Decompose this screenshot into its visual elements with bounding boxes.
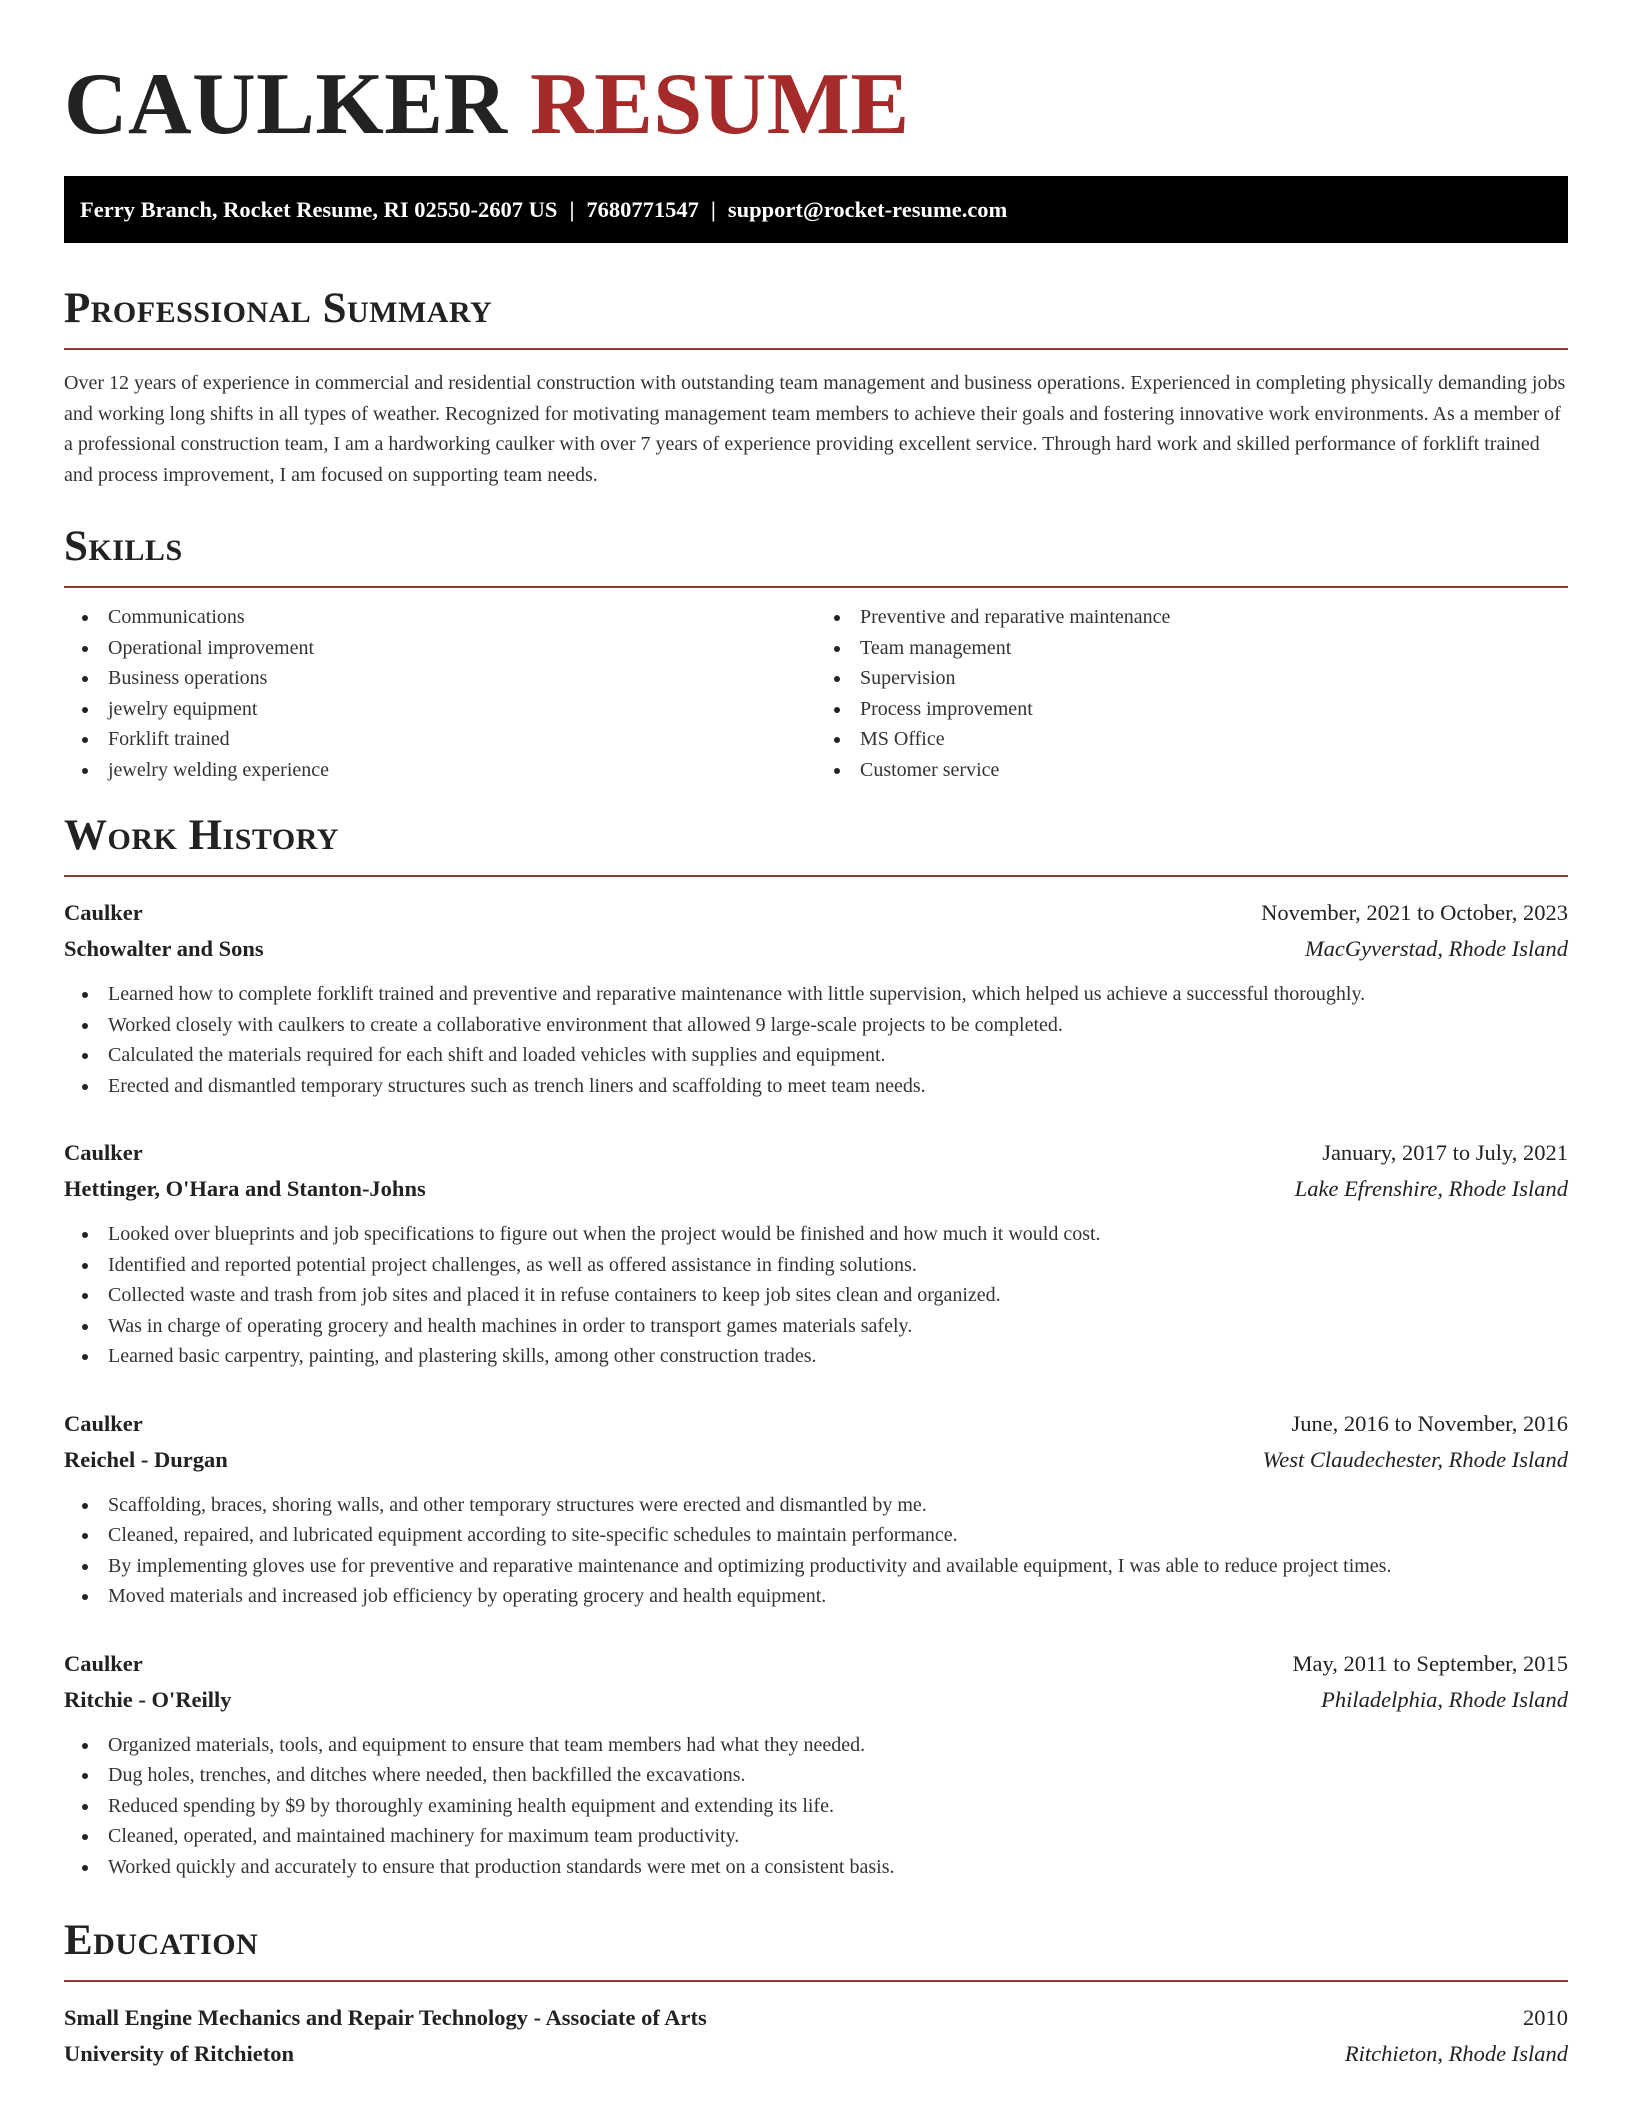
section-title-work-history: Work History bbox=[64, 812, 339, 859]
job-role: Caulker bbox=[64, 1650, 143, 1676]
contact-bar bbox=[64, 176, 1568, 243]
job-dates: November, 2021 to October, 2023 bbox=[1261, 900, 1568, 925]
job-role: Caulker bbox=[64, 1410, 143, 1436]
job-company: Ritchie - O'Reilly bbox=[64, 1686, 232, 1712]
job-bullet: Worked quickly and accurately to ensure that production standards were met on a consistent basis. bbox=[64, 1852, 1568, 1883]
job-bullet: Identified and reported potential project challenges, as well as offered assistance in finding solutions. bbox=[64, 1250, 1568, 1281]
name-first: CAULKER bbox=[64, 56, 508, 153]
job-company-row bbox=[64, 1442, 1568, 1478]
job-bullets bbox=[64, 979, 1568, 1101]
job-bullet: Worked closely with caulkers to create a collaborative environment that allowed 9 large-scale projects to be completed. bbox=[64, 1010, 1568, 1041]
job-bullet: Reduced spending by $9 by thoroughly examining health equipment and extending its life. bbox=[64, 1791, 1568, 1822]
job-header-row bbox=[64, 1406, 1568, 1442]
job-header-row bbox=[64, 895, 1568, 931]
skill-item: jewelry welding experience bbox=[64, 755, 816, 786]
job-entry bbox=[64, 1646, 1568, 1883]
contact-separator: | bbox=[710, 197, 716, 222]
job-dates: May, 2011 to September, 2015 bbox=[1292, 1650, 1568, 1676]
job-bullet: Moved materials and increased job efficiency by operating grocery and health equipment. bbox=[64, 1581, 1568, 1612]
job-header-row bbox=[64, 1646, 1568, 1682]
education-year: 2010 bbox=[1523, 2005, 1568, 2030]
job-bullet: Erected and dismantled temporary structures such as trench liners and scaffolding to meet team needs. bbox=[64, 1071, 1568, 1102]
section-title-summary: Professional Summary bbox=[64, 285, 493, 332]
name-second: RESUME bbox=[530, 56, 910, 153]
skill-item: Communications bbox=[64, 602, 816, 633]
job-location: West Claudechester, Rhode Island bbox=[1262, 1446, 1568, 1472]
job-location: Philadelphia, Rhode Island bbox=[1321, 1686, 1568, 1712]
resume-name-heading bbox=[64, 0, 1568, 176]
education-school: University of Ritchieton bbox=[64, 2041, 294, 2066]
skill-item: Customer service bbox=[816, 755, 1568, 786]
skill-item: Operational improvement bbox=[64, 633, 816, 664]
education-school-row bbox=[64, 2036, 1568, 2072]
job-bullet: Learned how to complete forklift trained and preventive and reparative maintenance with little supervision, which helped us achieve a successful thoroughly. bbox=[64, 979, 1568, 1010]
job-bullet: By implementing gloves use for preventive and reparative maintenance and optimizing productivity and available equipment, I was able to reduce project times. bbox=[64, 1551, 1568, 1582]
job-dates: January, 2017 to July, 2021 bbox=[1322, 1140, 1568, 1165]
skill-item: Team management bbox=[816, 633, 1568, 664]
job-bullets bbox=[64, 1730, 1568, 1883]
job-bullet: Collected waste and trash from job sites and placed it in refuse containers to keep job sites clean and organized. bbox=[64, 1280, 1568, 1311]
job-location: MacGyverstad, Rhode Island bbox=[1304, 936, 1568, 961]
education-degree: Small Engine Mechanics and Repair Technology - Associate of Arts bbox=[64, 2005, 707, 2030]
job-company-row bbox=[64, 931, 1568, 967]
job-role: Caulker bbox=[64, 1140, 143, 1165]
section-divider bbox=[64, 586, 1568, 588]
job-dates: June, 2016 to November, 2016 bbox=[1291, 1410, 1568, 1436]
education-location: Ritchieton, Rhode Island bbox=[1344, 2041, 1568, 2066]
job-role: Caulker bbox=[64, 900, 143, 925]
contact-phone: 7680771547 bbox=[586, 197, 699, 222]
job-company: Reichel - Durgan bbox=[64, 1446, 228, 1472]
summary-text: Over 12 years of experience in commercial and residential construction with outstanding team management and business operations. Experienced in completing physically demanding jobs and working long shifts in all types of weather. Recognized for motivating management team members to achieve their goals and fostering innovative work environments. As a member of a professional construction team, I am a hardworking caulker with over 7 years of experience providing excellent service. Through hard work and skilled performance of forklift trained and process improvement, I am focused on supporting team needs. bbox=[64, 372, 1566, 486]
contact-address: Ferry Branch, Rocket Resume, RI 02550-2607 US bbox=[80, 197, 558, 222]
job-company: Hettinger, O'Hara and Stanton-Johns bbox=[64, 1176, 426, 1201]
skills-column-left bbox=[64, 602, 816, 785]
job-entry bbox=[64, 1406, 1568, 1612]
education-degree-row bbox=[64, 2000, 1568, 2036]
job-bullets bbox=[64, 1219, 1568, 1372]
job-company: Schowalter and Sons bbox=[64, 936, 264, 961]
skill-item: Forklift trained bbox=[64, 724, 816, 755]
section-divider bbox=[64, 348, 1568, 350]
contact-email: support@rocket-resume.com bbox=[727, 197, 1008, 222]
skills-column-right bbox=[816, 602, 1568, 785]
job-bullet: Learned basic carpentry, painting, and plastering skills, among other construction trades. bbox=[64, 1341, 1568, 1372]
job-bullet: Was in charge of operating grocery and health machines in order to transport games materials safely. bbox=[64, 1311, 1568, 1342]
skill-item: MS Office bbox=[816, 724, 1568, 755]
section-title-education: Education bbox=[64, 1917, 259, 1964]
job-company-row bbox=[64, 1171, 1568, 1207]
job-bullets bbox=[64, 1490, 1568, 1612]
job-header-row bbox=[64, 1135, 1568, 1171]
skill-item: Business operations bbox=[64, 663, 816, 694]
skill-item: Process improvement bbox=[816, 694, 1568, 725]
section-divider bbox=[64, 875, 1568, 877]
job-bullet: Calculated the materials required for each shift and loaded vehicles with supplies and equipment. bbox=[64, 1040, 1568, 1071]
skills-grid bbox=[64, 602, 1568, 785]
job-bullet: Cleaned, repaired, and lubricated equipment according to site-specific schedules to maintain performance. bbox=[64, 1520, 1568, 1551]
skill-item: Supervision bbox=[816, 663, 1568, 694]
job-location: Lake Efrenshire, Rhode Island bbox=[1294, 1176, 1568, 1201]
skill-item: jewelry equipment bbox=[64, 694, 816, 725]
job-bullet: Scaffolding, braces, shoring walls, and other temporary structures were erected and dismantled by me. bbox=[64, 1490, 1568, 1521]
section-divider bbox=[64, 1980, 1568, 1982]
job-bullet: Cleaned, operated, and maintained machinery for maximum team productivity. bbox=[64, 1821, 1568, 1852]
contact-separator: | bbox=[569, 197, 575, 222]
section-title-skills: Skills bbox=[64, 523, 183, 570]
job-entry bbox=[64, 895, 1568, 1101]
job-bullet: Dug holes, trenches, and ditches where needed, then backfilled the excavations. bbox=[64, 1760, 1568, 1791]
skill-item: Preventive and reparative maintenance bbox=[816, 602, 1568, 633]
job-bullet: Organized materials, tools, and equipment to ensure that team members had what they needed. bbox=[64, 1730, 1568, 1761]
job-entry bbox=[64, 1135, 1568, 1372]
job-company-row bbox=[64, 1682, 1568, 1718]
job-bullet: Looked over blueprints and job specifications to figure out when the project would be finished and how much it would cost. bbox=[64, 1219, 1568, 1250]
